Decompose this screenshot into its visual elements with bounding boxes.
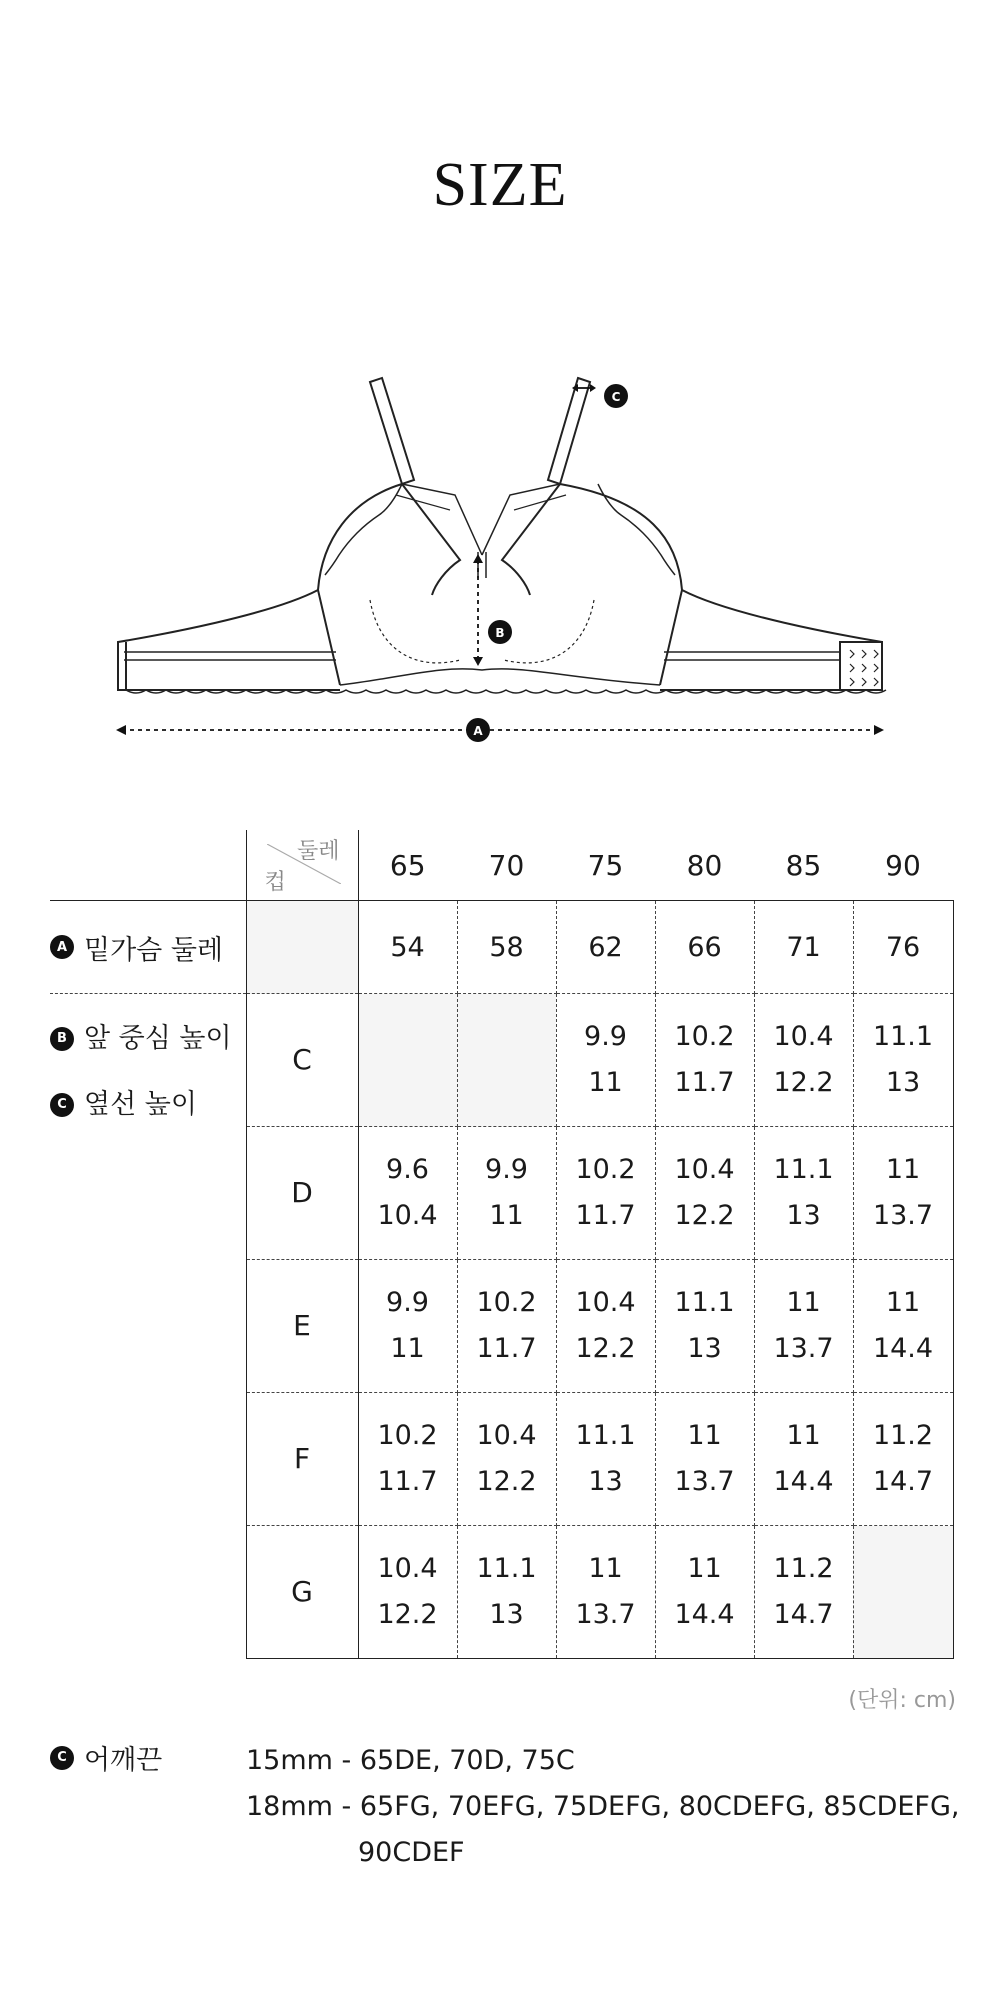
side-height-value: 13 xyxy=(786,1200,821,1231)
height-value-cell xyxy=(655,1127,754,1260)
underbust-value: 76 xyxy=(853,901,953,994)
height-label xyxy=(50,994,246,1659)
height-value-cell xyxy=(556,994,655,1127)
center-height-value: 11.1 xyxy=(476,1553,537,1584)
side-height-value: 12.2 xyxy=(377,1599,438,1630)
center-height-value: 11 xyxy=(885,1154,921,1185)
side-height-value: 13 xyxy=(885,1067,921,1098)
marker-b-badge: B xyxy=(50,1027,74,1051)
side-height-value: 14.4 xyxy=(674,1599,735,1630)
height-value-cell xyxy=(358,1393,457,1526)
strap-line: 15mm - 65DE, 70D, 75C xyxy=(246,1745,575,1776)
side-height-value: 11.7 xyxy=(674,1067,735,1098)
height-value-cell xyxy=(853,994,953,1127)
band-header: 85 xyxy=(754,830,853,901)
corner-cell xyxy=(246,830,358,901)
center-height-value: 11 xyxy=(687,1420,722,1451)
center-height-value: 11.1 xyxy=(773,1154,834,1185)
height-value-cell xyxy=(754,994,853,1127)
side-height-value: 11.7 xyxy=(575,1200,636,1231)
header-row xyxy=(50,830,953,901)
band-header: 70 xyxy=(457,830,556,901)
cup-size-label: E xyxy=(246,1260,358,1393)
side-height-value: 13.7 xyxy=(773,1333,834,1364)
height-value-cell xyxy=(457,1393,556,1526)
side-height-value: 12.2 xyxy=(575,1333,636,1364)
band-header: 65 xyxy=(358,830,457,901)
underbust-value: 71 xyxy=(754,901,853,994)
center-height-value: 9.9 xyxy=(386,1287,429,1318)
side-height-text: 옆선 높이 xyxy=(84,1089,197,1120)
height-value-cell xyxy=(754,1526,853,1659)
side-height-value: 11.7 xyxy=(377,1466,438,1497)
band-header: 75 xyxy=(556,830,655,901)
page-title: SIZE xyxy=(432,151,568,219)
height-value-cell xyxy=(358,1260,457,1393)
svg-text:C: C xyxy=(611,390,621,404)
size-table xyxy=(50,830,954,1659)
side-height-value: 14.4 xyxy=(872,1333,934,1364)
side-height-value: 13 xyxy=(588,1466,623,1497)
side-height-value: 11 xyxy=(489,1200,524,1231)
height-value-cell xyxy=(457,1526,556,1659)
height-value-cell xyxy=(655,1393,754,1526)
center-height-value: 11.1 xyxy=(872,1021,934,1052)
underbust-value: 62 xyxy=(556,901,655,994)
side-height-value: 13 xyxy=(687,1333,722,1364)
height-value-cell xyxy=(853,1393,953,1526)
strap-label-text: 어깨끈 xyxy=(84,1745,163,1776)
corner-cup-label: 컵 xyxy=(264,870,286,895)
center-height-value: 11 xyxy=(885,1287,921,1318)
side-height-value: 13.7 xyxy=(674,1466,735,1497)
side-height-value: 12.2 xyxy=(773,1067,834,1098)
center-height-value: 9.9 xyxy=(584,1021,627,1052)
height-value-cell xyxy=(556,1260,655,1393)
height-value-cell xyxy=(853,1260,953,1393)
side-height-value: 13.7 xyxy=(872,1200,934,1231)
center-height-value: 10.2 xyxy=(377,1420,438,1451)
side-height-value: 14.4 xyxy=(773,1466,834,1497)
height-value-cell xyxy=(754,1260,853,1393)
cup-size-label: D xyxy=(246,1127,358,1260)
side-height-value: 13.7 xyxy=(575,1599,636,1630)
center-height-value: 9.6 xyxy=(386,1154,429,1185)
center-height-value: 10.4 xyxy=(476,1420,537,1451)
underbust-value: 66 xyxy=(655,901,754,994)
height-value-cell xyxy=(358,1526,457,1659)
center-height-value: 11.1 xyxy=(575,1420,636,1451)
band-header: 80 xyxy=(655,830,754,901)
marker-c-badge: C xyxy=(50,1093,74,1117)
center-height-value: 11.2 xyxy=(773,1553,834,1584)
side-height-value: 12.2 xyxy=(476,1466,537,1497)
side-height-value: 10.4 xyxy=(377,1200,438,1231)
side-height-value: 11 xyxy=(588,1067,623,1098)
center-height-value: 10.4 xyxy=(575,1287,636,1318)
height-value-cell xyxy=(358,1127,457,1260)
height-value-cell xyxy=(754,1127,853,1260)
side-height-value: 14.7 xyxy=(872,1466,934,1497)
cup-row xyxy=(50,994,953,1127)
side-height-value: 11 xyxy=(390,1333,425,1364)
center-height-value: 11.1 xyxy=(674,1287,735,1318)
side-height-value: 13 xyxy=(489,1599,524,1630)
height-value-cell xyxy=(556,1127,655,1260)
height-value-cell xyxy=(457,1127,556,1260)
band-header: 90 xyxy=(853,830,953,901)
strap-line: 18mm - 65FG, 70EFG, 75DEFG, 80CDEFG, 85CDEFG, xyxy=(246,1791,960,1822)
strap-line: 90CDEF xyxy=(358,1837,465,1868)
empty-cell xyxy=(358,994,457,1127)
side-height-value: 12.2 xyxy=(674,1200,735,1231)
underbust-label xyxy=(50,901,246,994)
empty-cell xyxy=(853,1526,953,1659)
corner-band-label: 둘레 xyxy=(296,839,340,864)
height-value-cell xyxy=(556,1393,655,1526)
bra-diagram xyxy=(100,360,900,760)
marker-b xyxy=(488,620,512,644)
center-height-value: 10.2 xyxy=(476,1287,537,1318)
cup-empty-cell xyxy=(246,901,358,994)
height-value-cell xyxy=(655,994,754,1127)
height-value-cell xyxy=(457,1260,556,1393)
svg-text:A: A xyxy=(473,724,483,738)
unit-note: (단위: cm) xyxy=(848,1688,956,1713)
height-value-cell xyxy=(754,1393,853,1526)
cup-size-label: F xyxy=(246,1393,358,1526)
marker-c xyxy=(604,384,628,408)
center-height-value: 10.4 xyxy=(377,1553,438,1584)
underbust-value: 54 xyxy=(358,901,457,994)
underbust-value: 58 xyxy=(457,901,556,994)
center-height-value: 11 xyxy=(786,1287,821,1318)
strap-label xyxy=(50,1738,162,1777)
center-height-value: 11.2 xyxy=(872,1420,934,1451)
marker-c-badge: C xyxy=(50,1746,74,1770)
marker-a xyxy=(466,718,490,742)
center-height-value: 10.4 xyxy=(674,1154,735,1185)
center-height-value: 10.2 xyxy=(575,1154,636,1185)
strap-lines xyxy=(246,1738,959,1876)
center-height-value: 11 xyxy=(588,1553,623,1584)
center-height-value: 11 xyxy=(786,1420,821,1451)
center-height-value: 9.9 xyxy=(485,1154,528,1185)
height-value-cell xyxy=(556,1526,655,1659)
cup-size-label: C xyxy=(246,994,358,1127)
side-height-value: 14.7 xyxy=(773,1599,834,1630)
center-height-text: 앞 중심 높이 xyxy=(84,1023,232,1054)
height-value-cell xyxy=(655,1260,754,1393)
empty-cell xyxy=(457,994,556,1127)
height-value-cell xyxy=(853,1127,953,1260)
marker-a-badge: A xyxy=(50,935,74,959)
underbust-row xyxy=(50,901,953,994)
center-height-value: 10.2 xyxy=(674,1021,735,1052)
underbust-text: 밑가슴 둘레 xyxy=(84,934,223,966)
center-height-value: 10.4 xyxy=(773,1021,834,1052)
side-height-value: 11.7 xyxy=(476,1333,537,1364)
cup-size-label: G xyxy=(246,1526,358,1659)
height-value-cell xyxy=(655,1526,754,1659)
svg-text:B: B xyxy=(495,626,505,640)
center-height-value: 11 xyxy=(687,1553,722,1584)
